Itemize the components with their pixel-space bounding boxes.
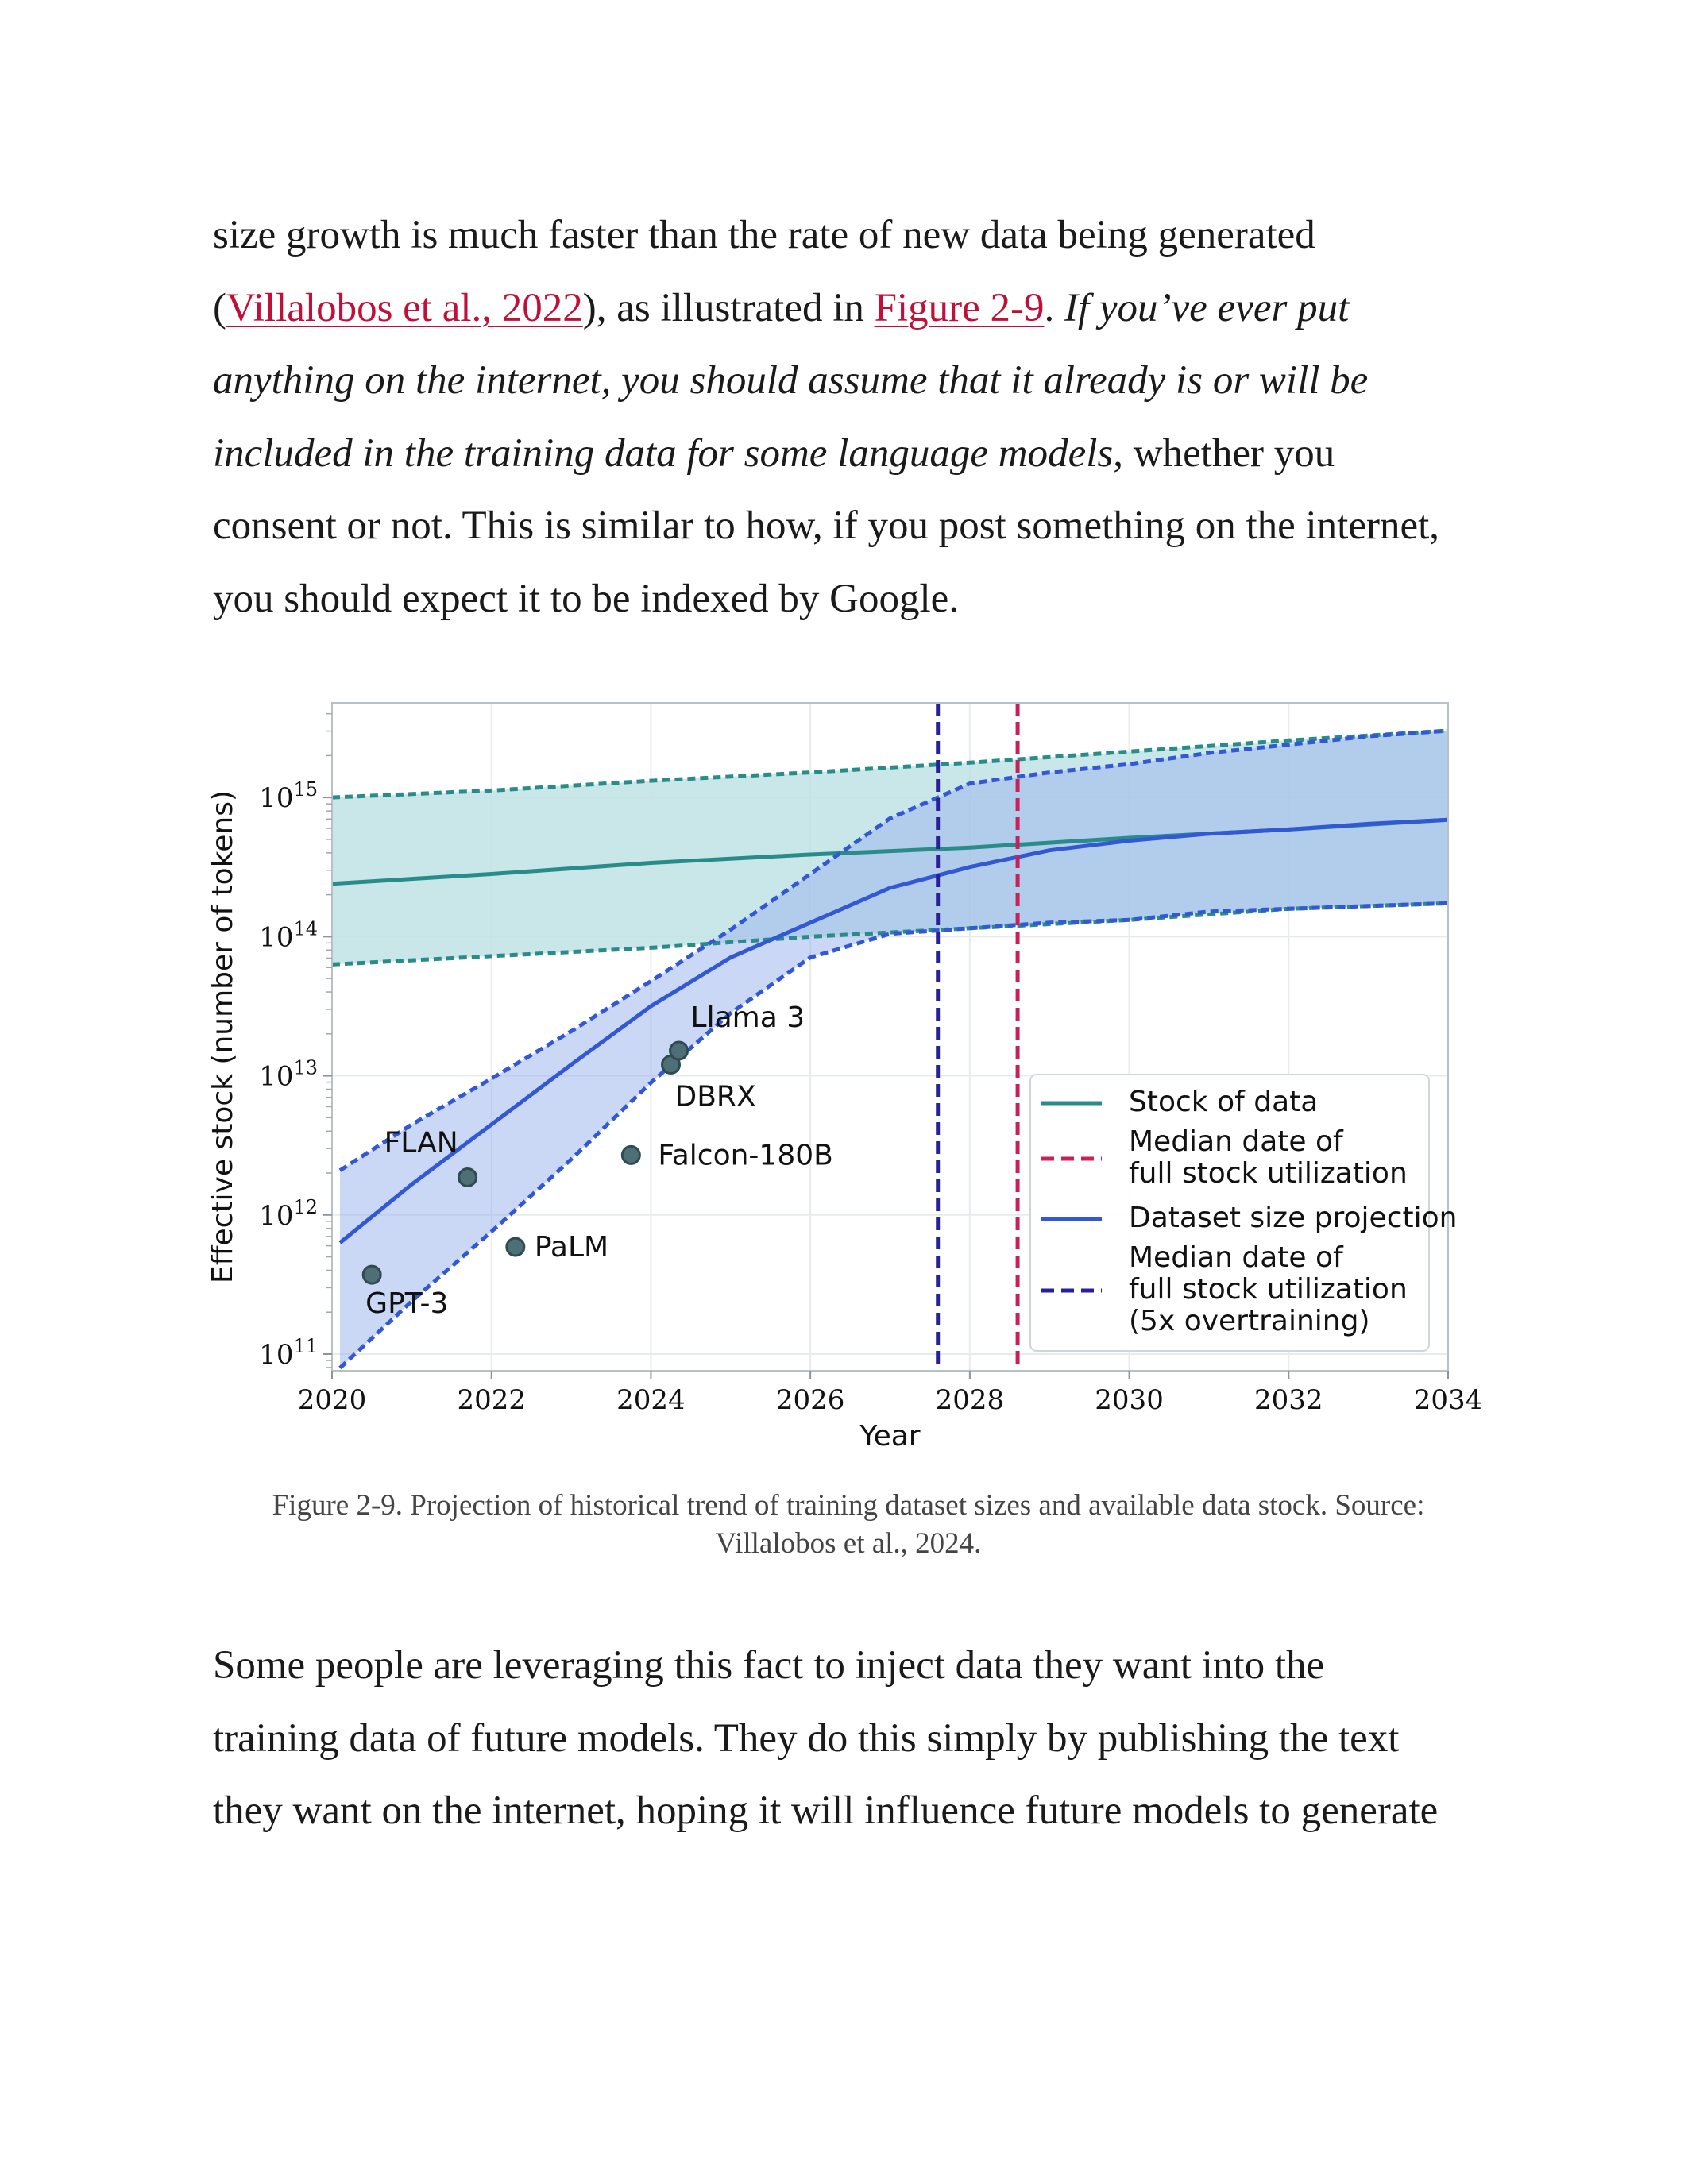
legend-label-line: (5x overtraining) <box>1129 1305 1370 1337</box>
legend-label-line: full stock utilization <box>1129 1157 1408 1190</box>
text-line: training data of future models. They do this simply by publishing the text <box>213 1715 1400 1761</box>
paragraph-data-injection <box>213 1630 1484 1848</box>
text-line: they want on the internet, hoping it will influence future models to generate <box>213 1788 1439 1833</box>
legend-label-line: Median date of <box>1129 1241 1343 1274</box>
text-line: consent or not. This is similar to how, if you post something on the internet, <box>213 504 1440 548</box>
legend-label-line: Median date of <box>1129 1125 1343 1158</box>
caption-line: Villalobos et al., 2024. <box>715 1527 982 1560</box>
y-tick-exponent: 12 <box>293 1195 318 1218</box>
y-tick-exponent: 11 <box>293 1334 318 1357</box>
y-tick-exponent: 14 <box>293 917 318 940</box>
legend-label-line: full stock utilization <box>1129 1273 1408 1306</box>
y-tick-exponent: 15 <box>293 778 318 801</box>
text-fragment-italic: anything on the internet, you should assume that it already is or will be <box>213 358 1369 403</box>
text-line: you should expect it to be indexed by Google. <box>213 576 960 621</box>
x-tick-label: 2024 <box>616 1384 686 1416</box>
text-fragment: ( <box>213 285 226 330</box>
figure-2-9-link[interactable]: Figure 2-9 <box>874 285 1045 330</box>
y-tick-base: 10 <box>259 1338 294 1371</box>
figure-caption <box>213 1487 1484 1563</box>
text-fragment-italic: included in the training data for some language models <box>213 430 1114 476</box>
text-fragment-italic: If you’ve ever put <box>1064 285 1350 330</box>
y-tick-base: 10 <box>259 921 294 954</box>
x-tick-label: 2034 <box>1413 1384 1483 1416</box>
caption-line: Figure 2-9. Projection of historical trend of training dataset sizes and available data stock. Source: <box>272 1489 1425 1522</box>
legend-label <box>1129 1202 1457 1234</box>
model-data-point <box>507 1238 524 1256</box>
model-data-point <box>670 1042 688 1059</box>
legend-label-line: Dataset size projection <box>1129 1202 1458 1234</box>
text-line <box>213 345 1484 418</box>
text-line <box>213 418 1484 491</box>
model-label: Llama 3 <box>690 1001 805 1035</box>
legend-label <box>1129 1086 1318 1118</box>
x-tick-label: 2032 <box>1254 1384 1323 1416</box>
model-data-point <box>363 1266 380 1283</box>
text-fragment: , whether you <box>1113 430 1335 476</box>
chart-legend <box>1030 1075 1457 1351</box>
x-tick-label: 2028 <box>935 1384 1005 1416</box>
text-line: size growth is much faster than the rate of new data being generated <box>213 213 1315 257</box>
y-axis-ticks <box>259 714 332 1371</box>
y-tick-base: 10 <box>259 782 294 815</box>
figure-2-9 <box>191 691 1501 1469</box>
paragraph-intro <box>213 199 1484 635</box>
x-tick-label: 2022 <box>457 1384 526 1416</box>
model-data-point <box>622 1146 639 1163</box>
text-fragment: ), as illustrated in <box>582 285 875 330</box>
y-tick-label <box>259 1196 318 1232</box>
x-tick-label: 2026 <box>775 1384 845 1416</box>
model-data-point <box>459 1168 477 1186</box>
dataset-projection-chart <box>191 691 1501 1469</box>
y-axis-label: Effective stock (number of tokens) <box>207 789 239 1284</box>
y-tick-label <box>259 778 318 814</box>
y-tick-label <box>259 917 318 953</box>
x-axis-label: Year <box>859 1420 921 1453</box>
x-tick-label: 2030 <box>1095 1384 1164 1416</box>
model-label: DBRX <box>674 1080 756 1113</box>
x-axis-ticks <box>298 1371 1483 1416</box>
text-fragment: . <box>1044 285 1065 330</box>
model-label: GPT-3 <box>365 1287 449 1321</box>
y-tick-base: 10 <box>259 1199 294 1232</box>
model-label: Falcon-180B <box>658 1139 833 1172</box>
x-tick-label: 2020 <box>297 1384 367 1416</box>
model-label: PaLM <box>534 1231 609 1264</box>
y-tick-label <box>259 1335 318 1371</box>
legend-label-line: Stock of data <box>1129 1086 1319 1118</box>
model-label: FLAN <box>384 1126 458 1160</box>
y-tick-exponent: 13 <box>293 1056 318 1079</box>
y-tick-base: 10 <box>259 1060 294 1093</box>
text-line: Some people are leveraging this fact to inject data they want into the <box>213 1643 1325 1688</box>
text-line <box>213 272 1484 345</box>
y-tick-label <box>259 1057 318 1093</box>
villalobos-2022-link[interactable]: Villalobos et al., 2022 <box>226 285 583 330</box>
